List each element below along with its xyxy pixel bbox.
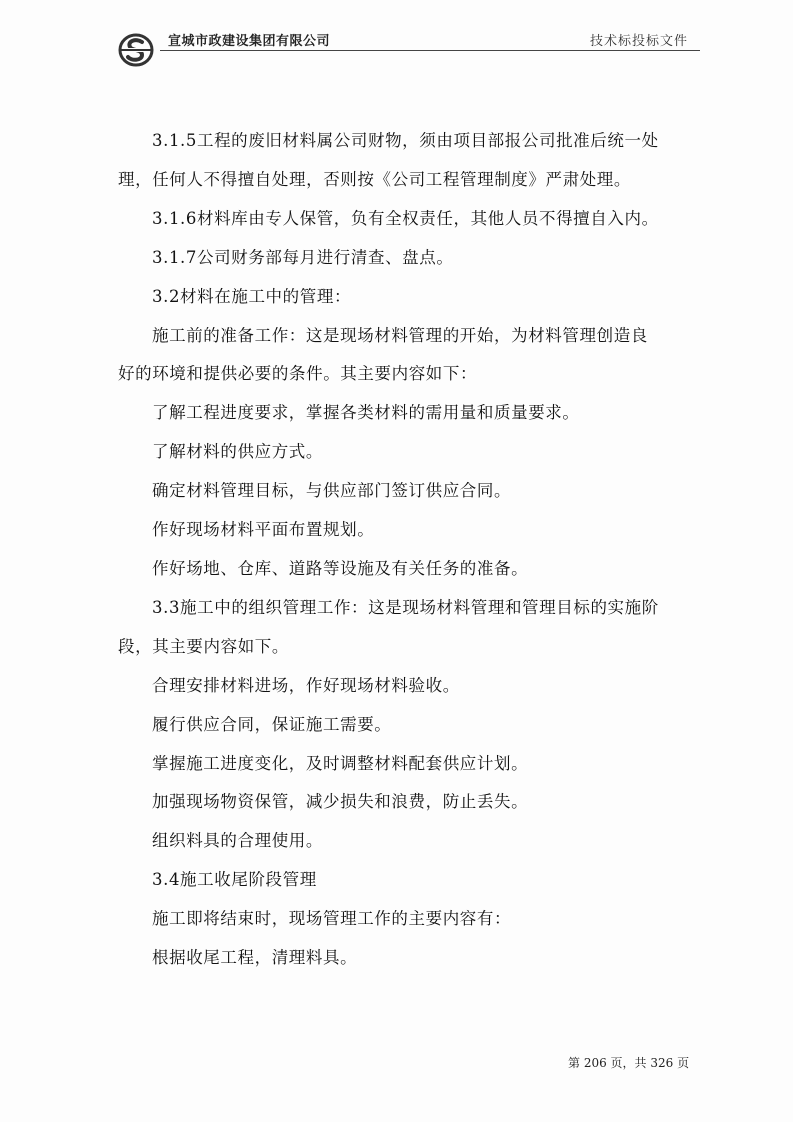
- header-divider: [160, 50, 700, 51]
- body-line: 施工即将结束时，现场管理工作的主要内容有：: [152, 909, 512, 929]
- body-line: 3.4施工收尾阶段管理: [152, 870, 317, 890]
- body-line: 合理安排材料进场，作好现场材料验收。: [152, 675, 460, 695]
- body-line: 3.1.7公司财务部每月进行清查、盘点。: [152, 247, 454, 267]
- body-line: 作好现场材料平面布置规划。: [152, 520, 375, 540]
- company-name: 宣城市政建设集团有限公司: [168, 34, 331, 49]
- body-line: 履行供应合同，保证施工需要。: [152, 714, 392, 734]
- body-line: 加强现场物资保管，减少损失和浪费，防止丢失。: [152, 792, 529, 812]
- body-line: 段，其主要内容如下。: [118, 636, 289, 656]
- body-line: 确定材料管理目标，与供应部门签订供应合同。: [152, 481, 512, 501]
- body-line: 作好场地、仓库、道路等设施及有关任务的准备。: [152, 558, 529, 578]
- page-number: 第 206 页，共 326 页: [568, 1056, 690, 1070]
- body-line: 根据收尾工程，清理料具。: [152, 948, 358, 968]
- body-line: 3.1.6材料库由专人保管，负有全权责任，其他人员不得擅自入内。: [152, 208, 659, 228]
- body-line: 好的环境和提供必要的条件。其主要内容如下：: [118, 364, 478, 384]
- document-type-label: 技术标投标文件: [589, 34, 688, 49]
- body-line: 组织料具的合理使用。: [152, 831, 323, 851]
- body-line: 了解材料的供应方式。: [152, 442, 323, 462]
- body-line: 施工前的准备工作：这是现场材料管理的开始，为材料管理创造良: [152, 325, 648, 345]
- page-header: [118, 24, 698, 70]
- body-line: 3.2材料在施工中的管理：: [152, 286, 352, 306]
- body-line: 3.1.5工程的废旧材料属公司财物，须由项目部报公司批准后统一处: [152, 131, 659, 150]
- body-line: 了解工程进度要求，掌握各类材料的需用量和质量要求。: [152, 403, 580, 423]
- company-s-logo-icon: [118, 32, 154, 68]
- body-line: 理，任何人不得擅自处理，否则按《公司工程管理制度》严肃处理。: [118, 169, 631, 189]
- body-line: 掌握施工进度变化，及时调整材料配套供应计划。: [152, 753, 529, 773]
- body-line: 3.3施工中的组织管理工作：这是现场材料管理和管理目标的实施阶: [152, 597, 659, 617]
- body-text: [118, 122, 708, 978]
